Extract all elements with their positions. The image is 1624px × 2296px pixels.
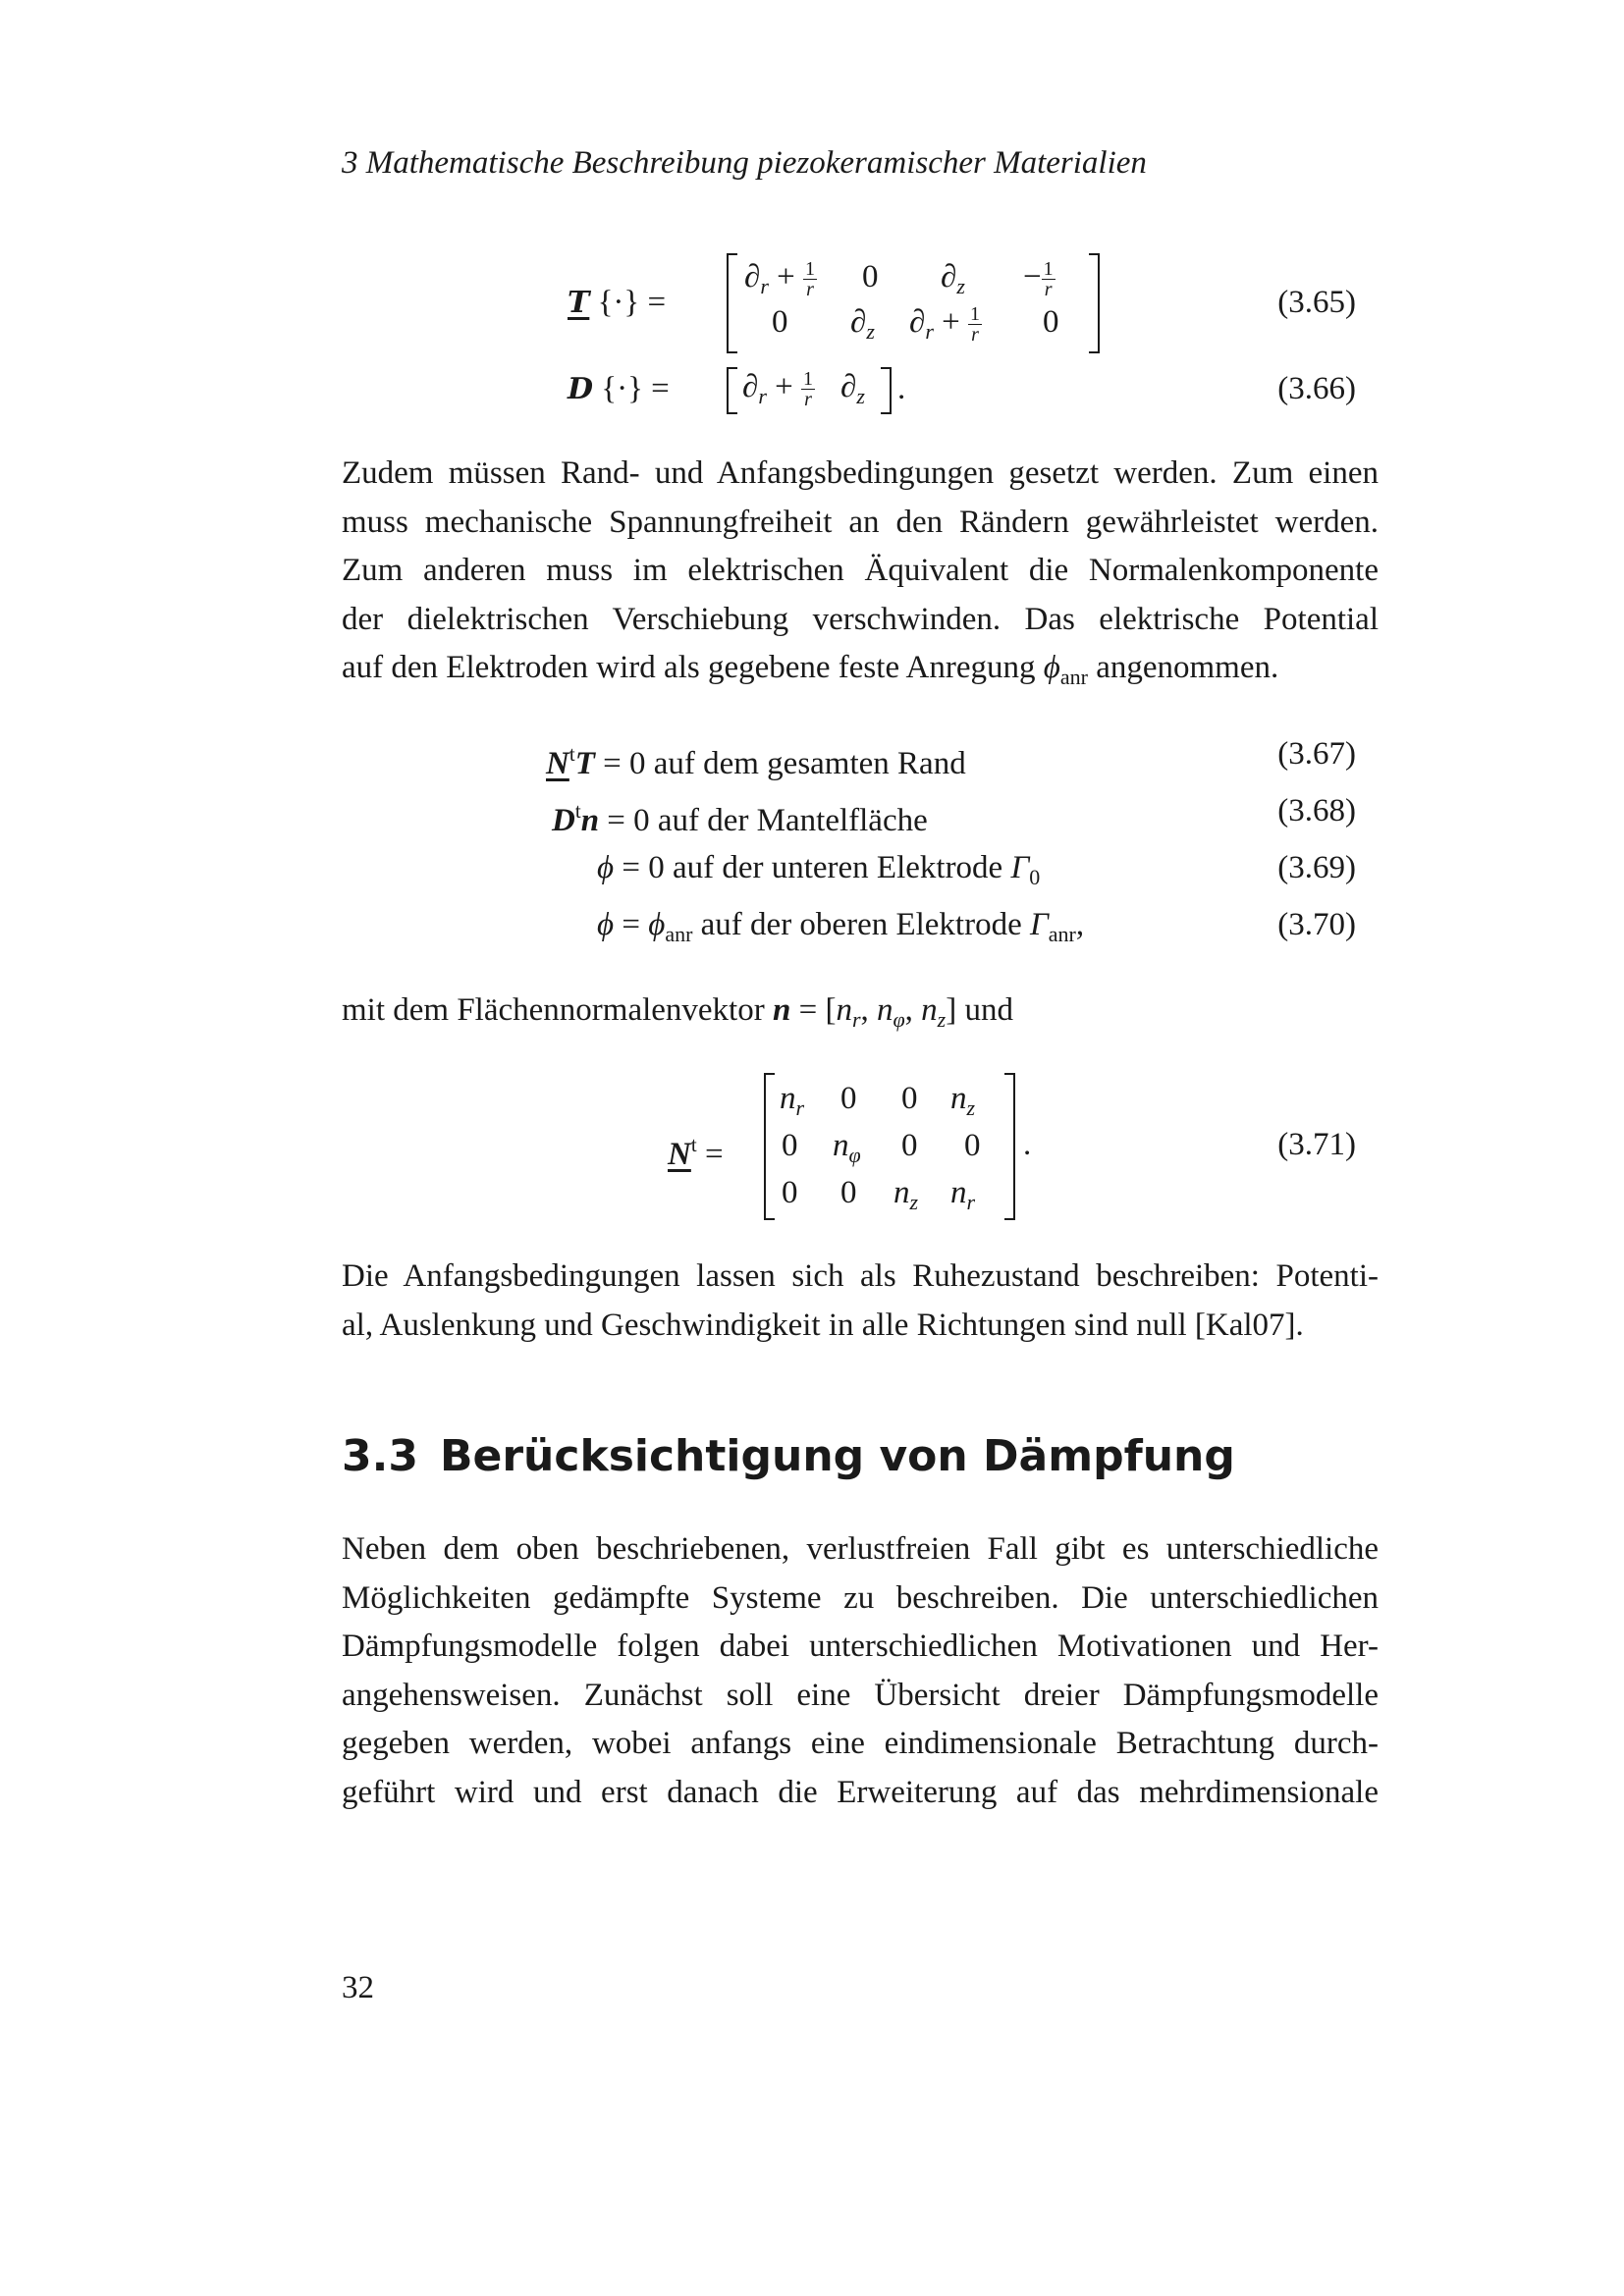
text-line: Die Anfangsbedingungen lassen sich als Ruhezustand beschreiben: Potenti- (342, 1258, 1379, 1294)
cell: 0 (1043, 304, 1059, 340)
cell: $\partial_z$ (941, 259, 965, 298)
text-line: Dämpfungsmodelle folgen dabei unterschiedlichen Motivationen und Her- (342, 1629, 1379, 1664)
cell: $\partial_r$ + $\frac{1}{r}$ (742, 368, 813, 410)
text-line: Möglichkeiten gedämpfte Systeme zu beschreiben. Die unterschiedlichen (342, 1579, 1379, 1616)
cell: $n_r$ (950, 1175, 976, 1214)
equation-3-68 (0, 781, 1624, 840)
cell: $\partial_z$ (850, 304, 875, 344)
eq-number: (3.66) (1277, 371, 1356, 406)
cell: 0 (840, 1175, 857, 1210)
cell: 0 (964, 1128, 981, 1163)
cell: $n_r$ (780, 1081, 805, 1120)
section-heading (342, 1431, 1235, 1481)
text-line: muss mechanische Spannungfreiheit an den Rändern gewährleistet werden. (342, 504, 1379, 540)
cell: 0 (901, 1128, 918, 1163)
eq-number: (3.65) (1277, 285, 1356, 320)
paragraph-2 (342, 987, 1379, 1044)
eq-3-69-body: ϕ = 0 auf der unteren Elektrode $\Gamma_0$ (597, 850, 1041, 889)
text-line: Zum anderen muss im elektrischen Äquivalent die Normalenkomponente (342, 553, 1379, 588)
text-line: angehensweisen. Zunächst soll eine Übersicht dreier Dämpfungsmodelle (342, 1677, 1379, 1713)
cell: $n_z$ (893, 1175, 919, 1214)
eq-number: (3.68) (1277, 793, 1356, 828)
text-line: al, Auslenkung und Geschwindigkeit in alle Richtungen sind null [Kal07]. (342, 1307, 1304, 1343)
text-line: gegeben werden, wobei anfangs eine eindimensionale Betrachtung durch- (342, 1726, 1379, 1761)
section-title: Berücksichtigung von Dämpfung (439, 1431, 1235, 1481)
text-line: Zudem müssen Rand- und Anfangsbedingungen gesetzt werden. Zum einen (342, 455, 1379, 491)
cell: 0 (862, 259, 879, 294)
cell: $n_z$ (950, 1081, 976, 1120)
matrix-T (727, 253, 1100, 355)
eq-3-68-body: $D^tn = 0$ auf der Mantelfläche (552, 799, 928, 838)
equation-3-69 (0, 838, 1624, 897)
text-line: Neben dem oben beschriebenen, verlustfreien Fall gibt es unterschiedliche (342, 1531, 1379, 1567)
cell: $n_\varphi$ (833, 1128, 861, 1167)
matrix-D (727, 365, 892, 414)
eq-3-66-lhs: D {·} = (568, 371, 670, 406)
eq-3-71-tail: . (1023, 1127, 1032, 1162)
eq-3-67-body: $N^tT = 0$ auf dem gesamten Rand (546, 742, 966, 781)
eq-3-70-body: $\phi = \phi_{anr}$ auf der oberen Elektrode $\Gamma_{anr}$, (597, 907, 1085, 946)
paragraph-1 (342, 450, 1379, 702)
cell: 0 (772, 304, 788, 340)
text-line: auf den Elektroden wird als gegebene feste Anregung $\phi_{anr}$ angenommen. (342, 650, 1279, 689)
eq-number: (3.69) (1277, 850, 1356, 885)
text-line: mit dem Flächennormalenvektor $n = [n_r$, $n_\varphi$, $n_z$] und (342, 992, 1013, 1032)
eq-number: (3.70) (1277, 907, 1356, 942)
eq-3-71-lhs: $N^t$ = (668, 1133, 724, 1172)
equation-3-67 (0, 724, 1624, 783)
cell: − $\frac{1}{r}$ (1023, 258, 1054, 300)
eq-number: (3.71) (1277, 1127, 1356, 1162)
page-number: 32 (342, 1970, 374, 2005)
cell: $\partial_z$ (840, 369, 865, 408)
eq-number: (3.67) (1277, 736, 1356, 772)
eq-3-66-tail: . (897, 371, 906, 406)
text-line: geführt wird und erst danach die Erweiterung auf das mehrdimensionale (342, 1774, 1379, 1810)
matrix-N (764, 1073, 1015, 1222)
cell: $\partial_r$ + $\frac{1}{r}$ (744, 258, 815, 300)
eq-3-65-lhs: T {·} = (568, 285, 667, 320)
section-number: 3.3 (342, 1431, 418, 1481)
cell: 0 (782, 1128, 798, 1163)
cell: 0 (901, 1081, 918, 1116)
paragraph-3 (342, 1253, 1379, 1350)
paragraph-4 (342, 1525, 1379, 1817)
cell: 0 (840, 1081, 857, 1116)
cell: 0 (782, 1175, 798, 1210)
running-header: 3 Mathematische Beschreibung piezokeramischer Materialien (342, 145, 1147, 181)
text-line: der dielektrischen Verschiebung verschwinden. Das elektrische Potential (342, 601, 1379, 637)
equation-3-70 (0, 895, 1624, 954)
cell: $\partial_r$ + $\frac{1}{r}$ (909, 303, 980, 346)
